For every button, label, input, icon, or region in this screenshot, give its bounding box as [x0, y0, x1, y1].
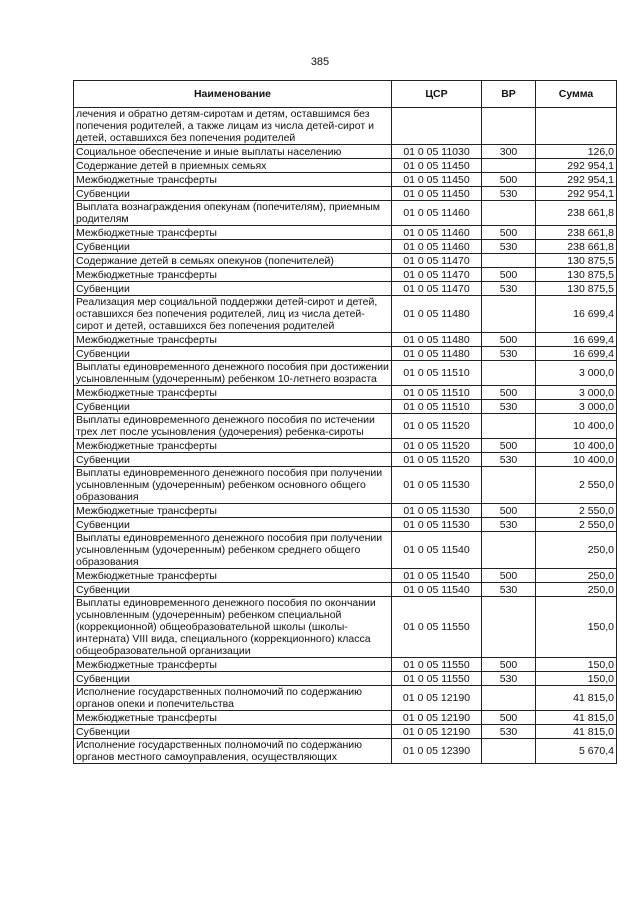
- cell-vr: [482, 254, 536, 268]
- cell-sum: 130 875,5: [536, 282, 617, 296]
- table-row: [74, 226, 617, 240]
- cell-vr: 500: [482, 173, 536, 187]
- table-row: [74, 739, 617, 764]
- cell-name: Межбюджетные трансферты: [74, 173, 392, 187]
- table-row: [74, 711, 617, 725]
- cell-name: Межбюджетные трансферты: [74, 333, 392, 347]
- cell-name: Субвенции: [74, 672, 392, 686]
- table-row: [74, 108, 617, 145]
- budget-table-container: [73, 80, 616, 764]
- cell-csr: 01 0 05 11530: [392, 504, 482, 518]
- cell-sum: 126,0: [536, 145, 617, 159]
- cell-sum: 292 954,1: [536, 159, 617, 173]
- cell-csr: 01 0 05 11480: [392, 296, 482, 333]
- cell-csr: 01 0 05 11450: [392, 159, 482, 173]
- cell-csr: 01 0 05 11470: [392, 268, 482, 282]
- table-row: [74, 145, 617, 159]
- cell-csr: 01 0 05 11540: [392, 532, 482, 569]
- cell-name: Субвенции: [74, 583, 392, 597]
- cell-vr: [482, 739, 536, 764]
- cell-sum: 2 550,0: [536, 467, 617, 504]
- cell-sum: 238 661,8: [536, 240, 617, 254]
- cell-csr: 01 0 05 11530: [392, 518, 482, 532]
- cell-sum: 130 875,5: [536, 254, 617, 268]
- table-row: [74, 532, 617, 569]
- table-row: [74, 453, 617, 467]
- cell-name: Реализация мер социальной поддержки детей-сирот и детей, оставшихся без попечения родителей, лиц из числа детей-сирот и детей, оставшихся без попечения родителей: [74, 296, 392, 333]
- cell-vr: 530: [482, 282, 536, 296]
- cell-vr: [482, 159, 536, 173]
- cell-sum: 3 000,0: [536, 386, 617, 400]
- cell-name: Исполнение государственных полномочий по содержанию органов местного самоуправления, осуществляющих: [74, 739, 392, 764]
- column-header-vr: ВР: [482, 81, 536, 108]
- cell-name: Содержание детей в семьях опекунов (попечителей): [74, 254, 392, 268]
- cell-sum: 10 400,0: [536, 414, 617, 439]
- cell-vr: 530: [482, 347, 536, 361]
- cell-vr: 530: [482, 518, 536, 532]
- cell-csr: 01 0 05 12390: [392, 739, 482, 764]
- cell-sum: 130 875,5: [536, 268, 617, 282]
- cell-vr: 530: [482, 725, 536, 739]
- cell-name: Межбюджетные трансферты: [74, 569, 392, 583]
- cell-csr: 01 0 05 11510: [392, 361, 482, 386]
- cell-csr: 01 0 05 11480: [392, 333, 482, 347]
- cell-csr: 01 0 05 11470: [392, 282, 482, 296]
- cell-name: Субвенции: [74, 282, 392, 296]
- cell-csr: 01 0 05 11550: [392, 672, 482, 686]
- cell-vr: 500: [482, 268, 536, 282]
- cell-sum: 292 954,1: [536, 173, 617, 187]
- table-row: [74, 725, 617, 739]
- table-row: [74, 173, 617, 187]
- cell-name: Субвенции: [74, 240, 392, 254]
- cell-sum: 16 699,4: [536, 347, 617, 361]
- cell-sum: 3 000,0: [536, 400, 617, 414]
- cell-name: Межбюджетные трансферты: [74, 386, 392, 400]
- cell-csr: 01 0 05 11540: [392, 583, 482, 597]
- cell-sum: 3 000,0: [536, 361, 617, 386]
- cell-sum: 41 815,0: [536, 725, 617, 739]
- cell-csr: 01 0 05 11520: [392, 414, 482, 439]
- cell-vr: 500: [482, 569, 536, 583]
- cell-vr: 530: [482, 453, 536, 467]
- cell-sum: 250,0: [536, 569, 617, 583]
- cell-sum: 250,0: [536, 583, 617, 597]
- cell-csr: 01 0 05 11550: [392, 597, 482, 658]
- cell-sum: 16 699,4: [536, 296, 617, 333]
- cell-vr: 530: [482, 240, 536, 254]
- table-row: [74, 686, 617, 711]
- cell-sum: 41 815,0: [536, 711, 617, 725]
- table-row: [74, 240, 617, 254]
- cell-vr: [482, 201, 536, 226]
- cell-name: Выплаты единовременного денежного пособия при достижении усыновленным (удочеренным) ребенком 10-летнего возраста: [74, 361, 392, 386]
- cell-vr: 500: [482, 658, 536, 672]
- cell-csr: 01 0 05 11510: [392, 386, 482, 400]
- cell-csr: 01 0 05 11520: [392, 453, 482, 467]
- table-row: [74, 347, 617, 361]
- table-row: [74, 414, 617, 439]
- cell-vr: [482, 686, 536, 711]
- cell-vr: 530: [482, 672, 536, 686]
- cell-sum: 10 400,0: [536, 439, 617, 453]
- table-row: [74, 672, 617, 686]
- cell-vr: [482, 108, 536, 145]
- table-row: [74, 518, 617, 532]
- cell-sum: 250,0: [536, 532, 617, 569]
- cell-sum: 41 815,0: [536, 686, 617, 711]
- cell-vr: 500: [482, 439, 536, 453]
- cell-sum: [536, 108, 617, 145]
- cell-csr: 01 0 05 11480: [392, 347, 482, 361]
- cell-vr: [482, 467, 536, 504]
- cell-vr: 500: [482, 333, 536, 347]
- cell-csr: 01 0 05 12190: [392, 711, 482, 725]
- cell-name: Межбюджетные трансферты: [74, 658, 392, 672]
- cell-name: Субвенции: [74, 725, 392, 739]
- cell-vr: 300: [482, 145, 536, 159]
- cell-name: лечения и обратно детям-сиротам и детям, оставшимся без попечения родителей, а также лицам из числа детей-сирот и детей, оставшихся без попечения родителей: [74, 108, 392, 145]
- table-row: [74, 400, 617, 414]
- cell-name: Межбюджетные трансферты: [74, 504, 392, 518]
- cell-sum: 238 661,8: [536, 226, 617, 240]
- cell-name: Исполнение государственных полномочий по содержанию органов опеки и попечительства: [74, 686, 392, 711]
- cell-name: Межбюджетные трансферты: [74, 439, 392, 453]
- cell-csr: 01 0 05 11520: [392, 439, 482, 453]
- table-row: [74, 187, 617, 201]
- cell-csr: 01 0 05 11460: [392, 201, 482, 226]
- cell-vr: [482, 532, 536, 569]
- table-row: [74, 333, 617, 347]
- cell-csr: 01 0 05 11030: [392, 145, 482, 159]
- cell-vr: [482, 597, 536, 658]
- cell-name: Межбюджетные трансферты: [74, 226, 392, 240]
- cell-csr: 01 0 05 11540: [392, 569, 482, 583]
- cell-name: Выплаты единовременного денежного пособия по окончании усыновленным (удочеренным) ребенком специальной (коррекционной) общеобразовательной школы (школы-интерната) VIII вида, специального (коррекционного) класса общеобразовательной организации: [74, 597, 392, 658]
- cell-sum: 150,0: [536, 597, 617, 658]
- cell-csr: 01 0 05 11450: [392, 187, 482, 201]
- table-row: [74, 201, 617, 226]
- cell-vr: 530: [482, 187, 536, 201]
- cell-name: Субвенции: [74, 187, 392, 201]
- cell-name: Межбюджетные трансферты: [74, 711, 392, 725]
- table-row: [74, 386, 617, 400]
- cell-csr: 01 0 05 11530: [392, 467, 482, 504]
- table-header: [74, 81, 617, 108]
- column-header-name: Наименование: [74, 81, 392, 108]
- cell-sum: 150,0: [536, 672, 617, 686]
- cell-csr: 01 0 05 12190: [392, 686, 482, 711]
- cell-sum: 238 661,8: [536, 201, 617, 226]
- cell-name: Выплаты единовременного денежного пособия при получении усыновленным (удочеренным) ребенком основного общего образования: [74, 467, 392, 504]
- cell-vr: 500: [482, 226, 536, 240]
- budget-table: [73, 80, 617, 764]
- table-body: [74, 108, 617, 764]
- cell-sum: 150,0: [536, 658, 617, 672]
- cell-csr: 01 0 05 12190: [392, 725, 482, 739]
- table-row: [74, 159, 617, 173]
- cell-csr: 01 0 05 11460: [392, 240, 482, 254]
- cell-name: Субвенции: [74, 347, 392, 361]
- column-header-csr: ЦСР: [392, 81, 482, 108]
- table-row: [74, 504, 617, 518]
- cell-name: Содержание детей в приемных семьях: [74, 159, 392, 173]
- cell-vr: 530: [482, 400, 536, 414]
- cell-vr: 500: [482, 386, 536, 400]
- cell-vr: [482, 361, 536, 386]
- cell-sum: 16 699,4: [536, 333, 617, 347]
- cell-name: Субвенции: [74, 400, 392, 414]
- cell-sum: 2 550,0: [536, 504, 617, 518]
- cell-name: Выплаты единовременного денежного пособия по истечении трех лет после усыновления (удочерения) ребенка-сироты: [74, 414, 392, 439]
- cell-sum: 10 400,0: [536, 453, 617, 467]
- cell-csr: 01 0 05 11460: [392, 226, 482, 240]
- cell-csr: [392, 108, 482, 145]
- cell-vr: [482, 414, 536, 439]
- cell-name: Субвенции: [74, 453, 392, 467]
- table-row: [74, 569, 617, 583]
- cell-name: Выплата вознаграждения опекунам (попечителям), приемным родителям: [74, 201, 392, 226]
- cell-csr: 01 0 05 11510: [392, 400, 482, 414]
- cell-csr: 01 0 05 11550: [392, 658, 482, 672]
- table-row: [74, 658, 617, 672]
- cell-sum: 2 550,0: [536, 518, 617, 532]
- cell-name: Выплаты единовременного денежного пособия при получении усыновленным (удочеренным) ребенком среднего общего образования: [74, 532, 392, 569]
- column-header-sum: Сумма: [536, 81, 617, 108]
- page-number: 385: [310, 56, 330, 68]
- cell-sum: 292 954,1: [536, 187, 617, 201]
- cell-vr: 530: [482, 583, 536, 597]
- table-row: [74, 467, 617, 504]
- table-row: [74, 282, 617, 296]
- cell-name: Межбюджетные трансферты: [74, 268, 392, 282]
- table-row: [74, 361, 617, 386]
- table-row: [74, 254, 617, 268]
- cell-vr: 500: [482, 711, 536, 725]
- cell-name: Социальное обеспечение и иные выплаты населению: [74, 145, 392, 159]
- table-row: [74, 268, 617, 282]
- cell-csr: 01 0 05 11470: [392, 254, 482, 268]
- table-row: [74, 296, 617, 333]
- table-row: [74, 439, 617, 453]
- header-row: [74, 81, 617, 108]
- cell-name: Субвенции: [74, 518, 392, 532]
- cell-vr: 500: [482, 504, 536, 518]
- cell-sum: 5 670,4: [536, 739, 617, 764]
- cell-csr: 01 0 05 11450: [392, 173, 482, 187]
- table-row: [74, 597, 617, 658]
- table-row: [74, 583, 617, 597]
- cell-vr: [482, 296, 536, 333]
